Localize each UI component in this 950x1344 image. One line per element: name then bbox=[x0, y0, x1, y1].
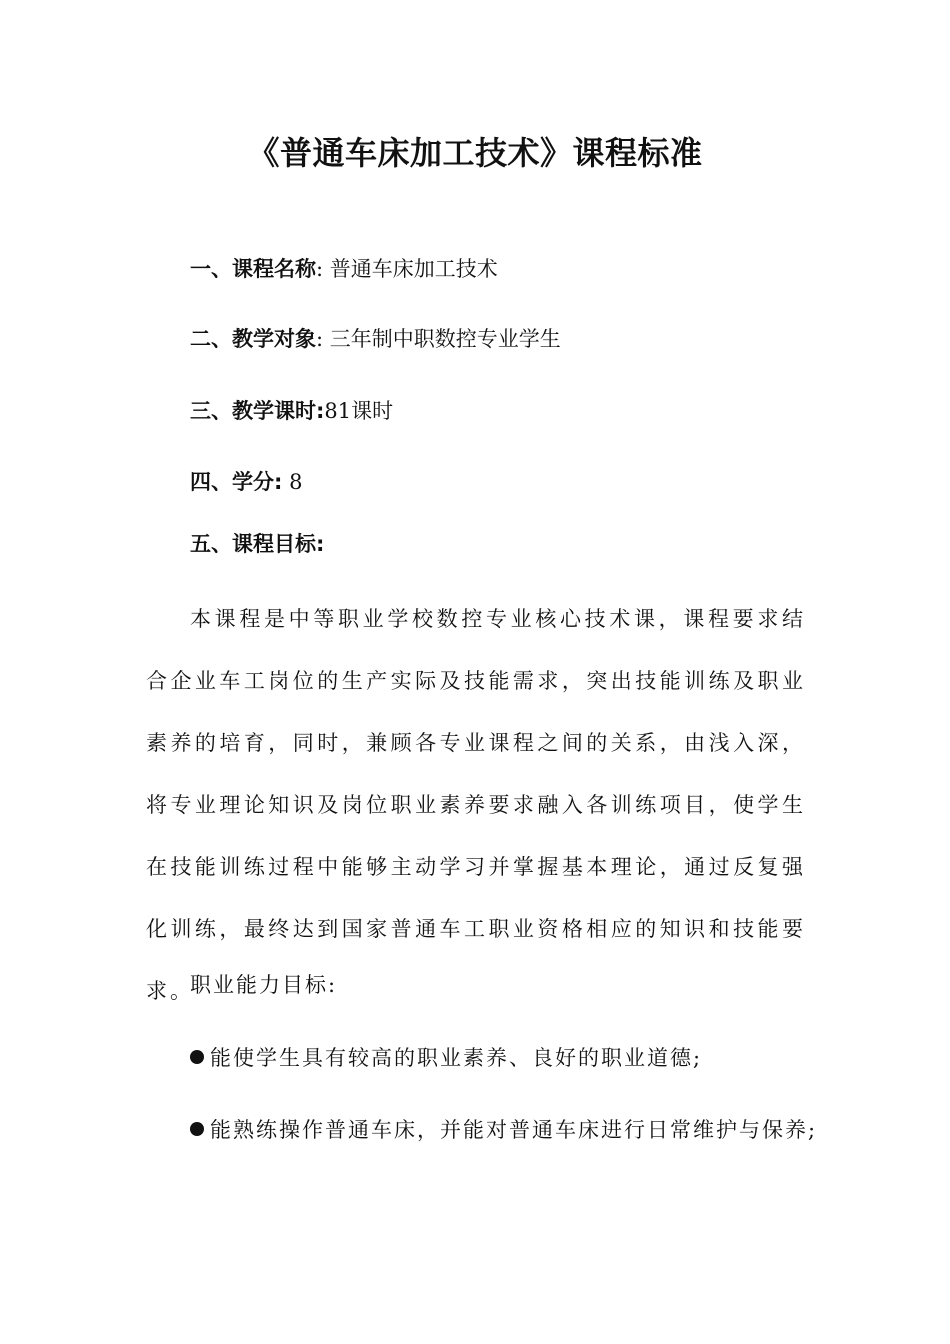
document-title: 《普通车床加工技术》课程标准 bbox=[247, 134, 703, 172]
field-value: 普通车床加工技术 bbox=[329, 257, 498, 281]
bullet-dot-icon bbox=[190, 1122, 204, 1136]
field-value: 三年制中职数控专业学生 bbox=[329, 327, 561, 351]
field-course-objectives bbox=[190, 529, 324, 559]
field-separator: : bbox=[274, 470, 283, 494]
field-separator: : bbox=[316, 327, 324, 351]
bullet-item bbox=[190, 1115, 817, 1145]
field-label: 一、课程名称 bbox=[190, 257, 316, 281]
field-separator: : bbox=[316, 399, 325, 423]
bullet-text: 能使学生具有较高的职业素养、良好的职业道德; bbox=[210, 1046, 703, 1070]
field-separator: : bbox=[316, 257, 324, 281]
field-label: 四、学分 bbox=[190, 470, 274, 494]
field-value: 81课时 bbox=[324, 399, 394, 423]
field-value: 8 bbox=[289, 470, 303, 494]
field-separator: : bbox=[316, 532, 325, 556]
bullet-text: 能熟练操作普通车床，并能对普通车床进行日常维护与保养; bbox=[210, 1118, 818, 1142]
field-teaching-hours bbox=[190, 396, 393, 426]
field-teaching-target bbox=[190, 324, 561, 354]
field-label: 三、教学课时 bbox=[190, 399, 316, 423]
bullet-item bbox=[190, 1043, 702, 1073]
objective-paragraph: 本课程是中等职业学校数控专业核心技术课，课程要求结合企业车工岗位的生产实际及技能需求，突出技能训练及职业素养的培育，同时，兼顾各专业课程之间的关系，由浅入深，将专业理论知识及岗位职业素养要求融入各训练项目，使学生在技能训练过程中能够主动学习并掌握基本理论，通过反复强化训练，最终达到国家普通车工职业资格相应的知识和技能要求。 bbox=[146, 607, 806, 1003]
field-course-name bbox=[190, 254, 498, 284]
bullet-dot-icon bbox=[190, 1050, 204, 1064]
field-label: 五、课程目标 bbox=[190, 532, 316, 556]
field-label: 二、教学对象 bbox=[190, 327, 316, 351]
field-credits bbox=[190, 467, 302, 497]
ability-heading: 职业能力目标: bbox=[190, 973, 338, 997]
